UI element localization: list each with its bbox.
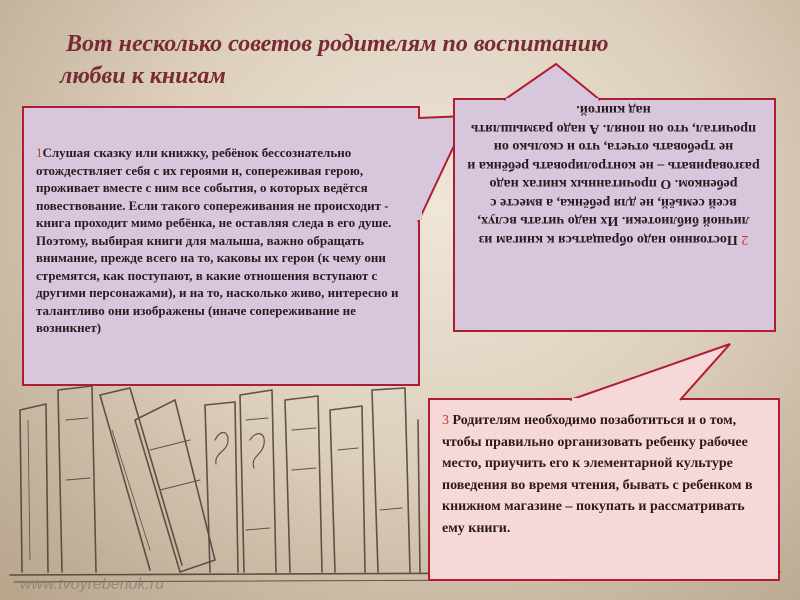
title-line-2: любви к книгам bbox=[60, 63, 226, 89]
website-watermark: www.tvoyrebenok.ru bbox=[20, 576, 165, 593]
advice-text-3: Родителям необходимо позаботиться и о том, чтобы правильно организовать ребенку рабочее место, приучить его к элементарной культуре поведения во время чтения, бывать с ребенком в книжном магазине – покупать и рассматривать ему книги. bbox=[442, 413, 753, 536]
advice-callout-3 bbox=[428, 398, 780, 581]
advice-number-1: 1 bbox=[36, 145, 43, 160]
advice-text-1: Слушая сказку или книжку, ребёнок бессознательно отождествляет себя с их героями и, сопереживая герою, проживает вместе с ним все события, о которых ведётся повествование. Если такого сопереживания не происходит - книга проходит мимо ребёнка, не оставляя следа в его душе. Поэтому, выбирая книги для малыша, важно обращать внимание, прежде всего на то, каковы их герои (к чему они стремятся, как поступают, в какие отношения вступают с другими персонажами), и на то, насколько живо, интересно и талантливо они изображены (иначе сопереживание не возникнет) bbox=[36, 145, 399, 335]
callout-3-pointer bbox=[560, 342, 740, 402]
callout-2-pointer bbox=[500, 62, 620, 102]
advice-callout-1 bbox=[22, 106, 420, 386]
advice-number-2: 2 bbox=[741, 232, 749, 247]
advice-number-3: 3 bbox=[442, 413, 449, 428]
advice-text-2: Постоянно надо обращаться к книгам из личной библиотеки. Их надо читать вслух, всей семьёй, не для ребёнка, а вместе с ребенком. О прочитанных книгах надо разговаривать – не контролировать ребёнка и не требовать отчета, что и сколько он прочитал, что он понял. А надо размышлять над книгой. bbox=[467, 102, 760, 247]
advice-callout-2 bbox=[453, 98, 776, 332]
title-line-1: Вот несколько советов родителям по воспитанию bbox=[66, 31, 609, 57]
advice-2-rotated-text bbox=[455, 100, 774, 264]
